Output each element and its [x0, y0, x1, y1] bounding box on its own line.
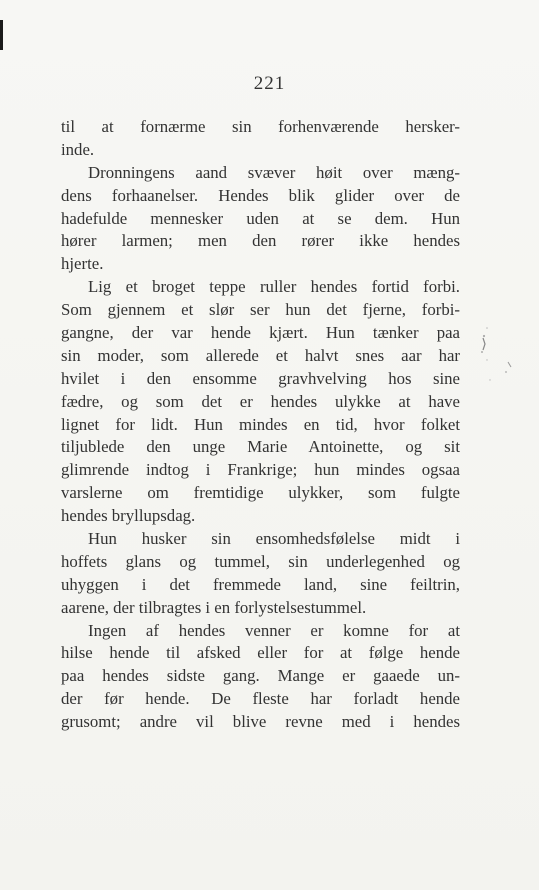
text-line: til at fornærme sin forhenværende hersker-: [61, 117, 460, 136]
page-number: 221: [253, 73, 286, 94]
text-line: hilse hende til afsked eller for at følge hende: [61, 643, 460, 663]
text-line: Ingen af hendes venner er komne for at: [88, 620, 460, 640]
text-line: Lig et broget teppe ruller hendes fortid forbi.: [88, 277, 460, 297]
text-line: glimrende indtog i Frankrige; hun mindes ogsaa: [61, 460, 460, 480]
text-line: grusomt; andre vil blive revne med i hendes: [61, 712, 460, 732]
text-line: Som gjennem et slør ser hun det fjerne, forbi-: [61, 300, 460, 320]
text-line: dens forhaanelser. Hendes blik glider over de: [61, 185, 460, 205]
scan-edge-mark: [0, 20, 3, 50]
text-line: inde.: [61, 139, 95, 159]
text-line: lignet for lidt. Hun mindes en tid, hvor folket: [61, 414, 460, 434]
text-line: varslerne om fremtidige ulykker, som fulgte: [61, 483, 460, 503]
text-line: hjerte.: [61, 254, 104, 274]
text-line: hoffets glans og tummel, sin underlegenhed og: [61, 551, 460, 571]
text-line: sin moder, som allerede et halvt snes aar har: [61, 345, 460, 365]
text-line: hendes bryllupsdag.: [61, 506, 196, 526]
text-line: hvilet i den ensomme gravhvelving hos sine: [61, 368, 460, 388]
text-line: fædre, og som det er hendes ulykke at have: [61, 391, 460, 411]
text-line: paa hendes sidste gang. Mange er gaaede un-: [61, 666, 460, 686]
text-line: Dronningens aand svæver høit over mæng-: [88, 162, 460, 182]
text-line: hadefulde mennesker uden at se dem. Hun: [61, 208, 460, 228]
body-text: [61, 116, 460, 734]
text-line: aarene, der tilbragtes i en forlystelsestummel.: [61, 597, 367, 617]
text-line: uhyggen i det fremmede land, sine feiltrin,: [61, 574, 460, 594]
text-line: der før hende. De fleste har forladt hende: [61, 689, 460, 709]
text-line: gangne, der var hende kjært. Hun tænker paa: [61, 323, 460, 343]
text-line: Hun husker sin ensomhedsfølelse midt i: [88, 529, 460, 549]
text-line: hører larmen; men den rører ikke hendes: [61, 231, 460, 251]
paper-specks: [478, 322, 518, 402]
text-line: tiljublede den unge Marie Antoinette, og sit: [61, 437, 460, 457]
